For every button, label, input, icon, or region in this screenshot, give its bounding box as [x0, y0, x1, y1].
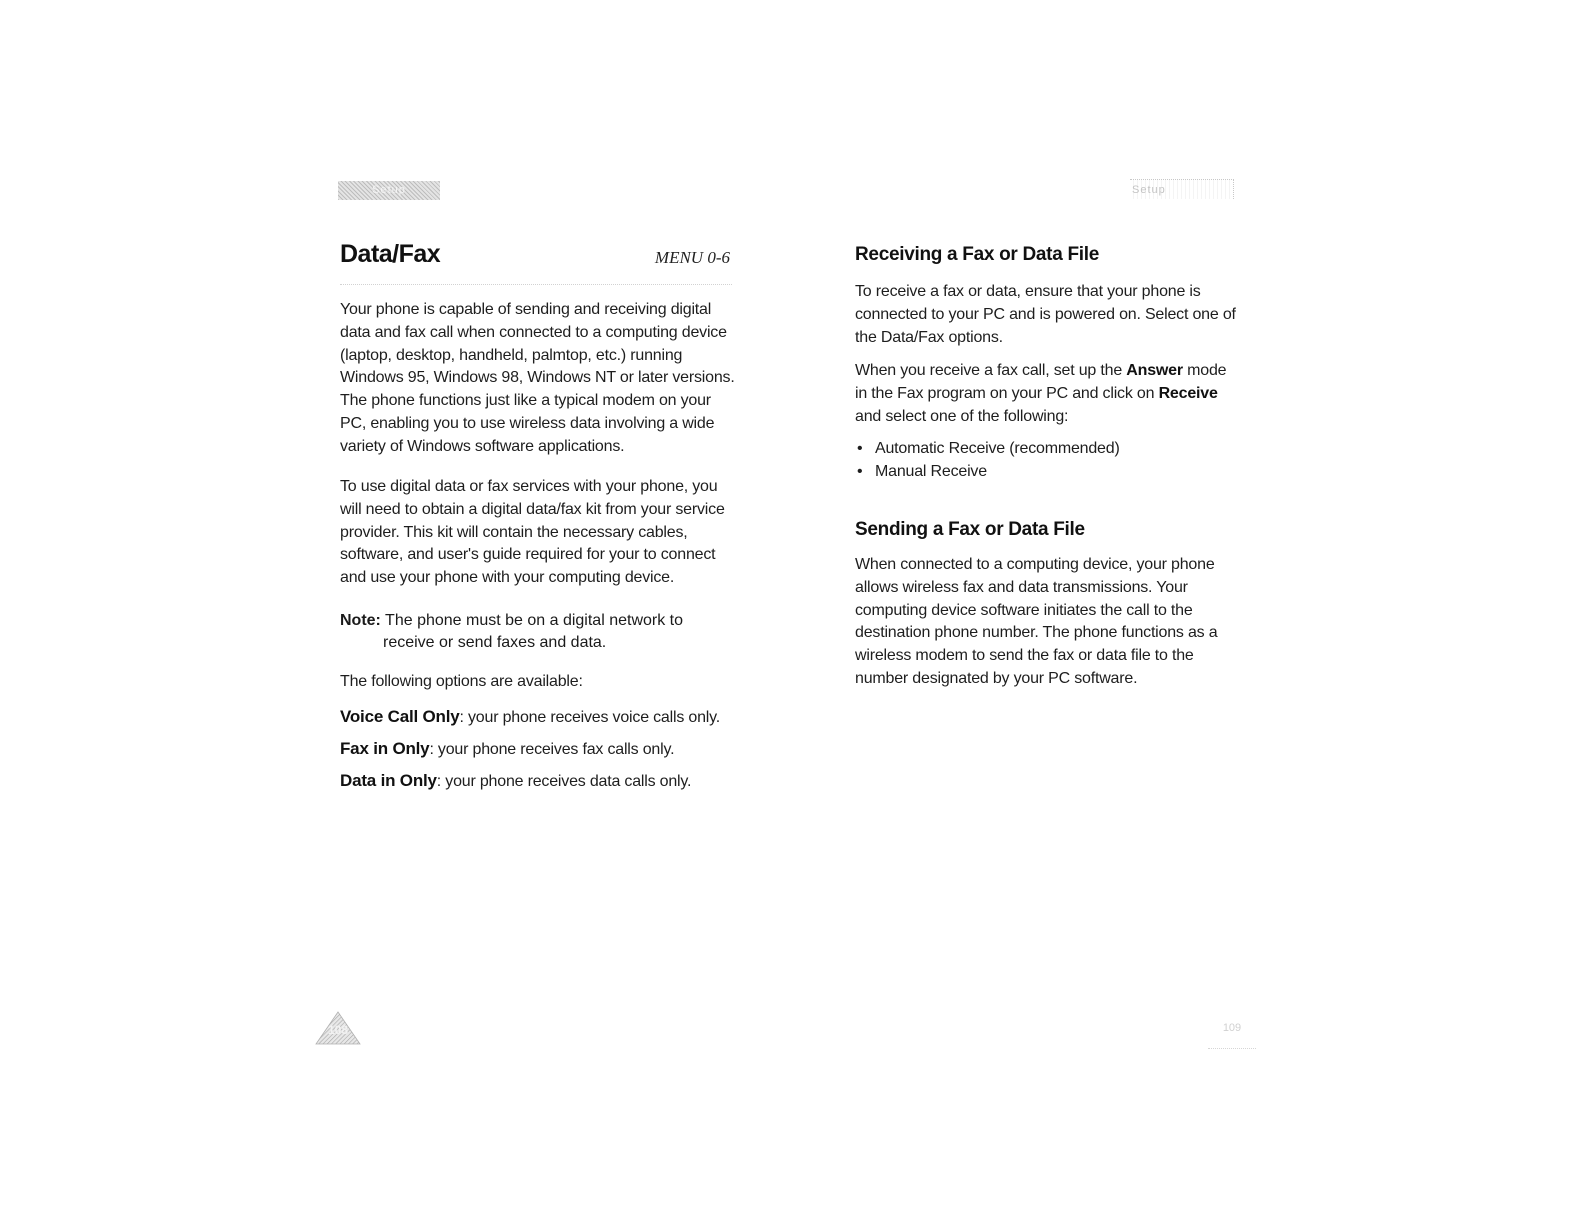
- option-name: Fax in Only: [340, 739, 430, 758]
- sending-paragraph: When connected to a computing device, your phone allows wireless fax and data transmissions. Your computing device software initiates the call to the destination phone number. The phone functions as a wireless modem to send the fax or data file to the number designated by your PC software.: [855, 556, 1218, 687]
- list-item-text: Automatic Receive (recommended): [875, 440, 1120, 457]
- option-desc: : your phone receives voice calls only.: [459, 709, 720, 726]
- section-tab-left: Setup: [338, 181, 440, 200]
- option-desc: : your phone receives data calls only.: [436, 773, 692, 790]
- option-name: Voice Call Only: [340, 707, 460, 726]
- bullet-icon: •: [857, 440, 863, 457]
- option-desc: : your phone receives fax calls only.: [429, 741, 675, 758]
- note-line-1: The phone must be on a digital network to: [380, 612, 684, 629]
- kit-paragraph: To use digital data or fax services with your phone, you will need to obtain a digital data/fax kit from your service provider. This kit will contain the necessary cables, software, and user's guide required for your to connect and use your phone with your computing device.: [340, 478, 725, 587]
- section-tab-right: Setup: [1130, 179, 1234, 199]
- list-item-text: Manual Receive: [875, 462, 987, 480]
- receiving-text-b: mode in the Fax program on your PC and click on: [855, 362, 1227, 402]
- page-number-left: [314, 1010, 362, 1046]
- page-number-right: 109: [1208, 1018, 1256, 1049]
- option-voice-call-only: [340, 706, 760, 730]
- receive-options-list: [857, 438, 1237, 484]
- receiving-paragraph-1: To receive a fax or data, ensure that your phone is connected to your PC and is powered on. Select one of the Data/Fax options.: [855, 283, 1236, 346]
- sending-heading: Sending a Fax or Data File: [855, 519, 1085, 540]
- bullet-icon: •: [857, 462, 863, 480]
- option-name: Data in Only: [340, 771, 437, 790]
- receiving-paragraph-2: [855, 360, 1240, 428]
- receive-keyword: Receive: [1158, 384, 1218, 402]
- note-block: [340, 610, 740, 654]
- option-data-in-only: [340, 770, 760, 794]
- title-row: [340, 240, 732, 285]
- menu-code: MENU 0-6: [654, 248, 730, 267]
- answer-keyword: Answer: [1126, 362, 1183, 379]
- receiving-text-a: When you receive a fax call, set up the: [855, 362, 1127, 379]
- receiving-heading: Receiving a Fax or Data File: [855, 244, 1099, 265]
- list-item: [857, 461, 1237, 484]
- note-label: Note:: [340, 612, 381, 629]
- page-number-left-text: 108: [327, 1023, 349, 1037]
- intro-paragraph: Your phone is capable of sending and receiving digital data and fax call when connected to a computing device (laptop, desktop, handheld, palmtop, etc.) running Windows 95, Windows 98, Windows NT or later versions. The phone functions just like a typical modem on your PC, enabling you to use wireless data involving a wide variety of Windows software applications.: [340, 301, 735, 455]
- option-fax-in-only: [340, 738, 760, 762]
- page-title: Data/Fax: [340, 240, 441, 268]
- note-line-2: receive or send faxes and data.: [383, 634, 607, 651]
- list-item: [857, 438, 1237, 461]
- options-intro: The following options are available:: [340, 673, 583, 690]
- receiving-text-c: and select one of the following:: [855, 407, 1069, 425]
